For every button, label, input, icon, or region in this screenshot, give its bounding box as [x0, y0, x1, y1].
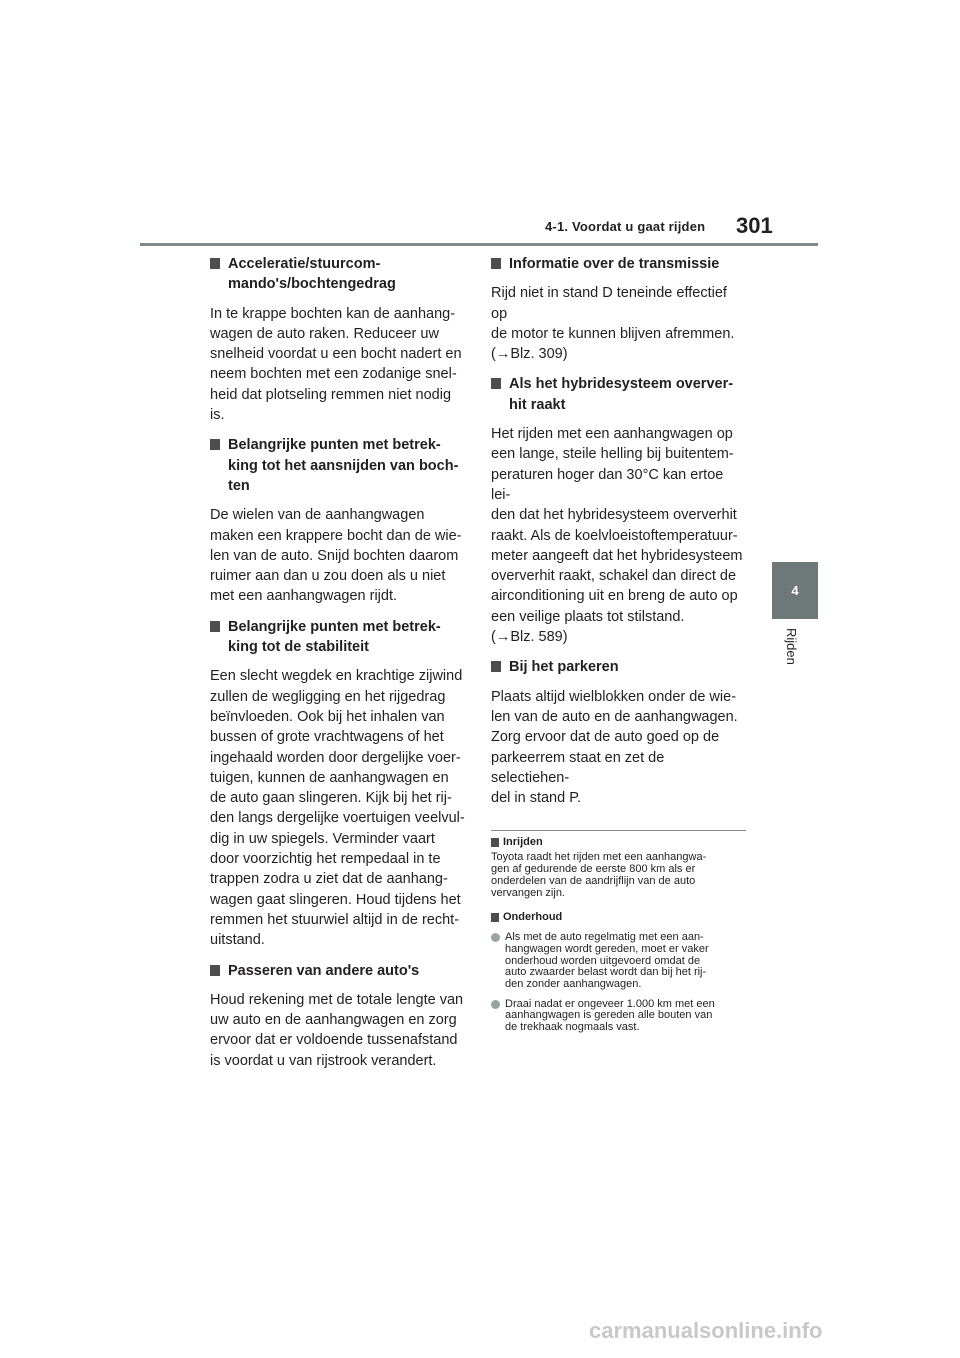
body-line: tuigen, kunnen de aanhangwagen en — [210, 769, 449, 786]
section-body — [491, 424, 746, 647]
section-heading: Als het hybridesysteem overver- hit raakt — [491, 374, 746, 415]
square-bullet-icon — [491, 838, 499, 847]
section-acceleratie — [210, 254, 465, 425]
note-line: hangwagen wordt gereden, moet er vaker — [505, 942, 709, 955]
section-body — [210, 666, 465, 950]
note-line: Als met de auto regelmatig met een aan- — [505, 931, 704, 944]
square-bullet-icon — [210, 621, 220, 632]
square-bullet-icon — [210, 439, 220, 450]
body-line: raakt. Als de koelvloeistoftemperatuur- — [491, 527, 738, 544]
square-bullet-icon — [491, 913, 499, 922]
body-line: den langs dergelijke voertuigen veelvul- — [210, 810, 465, 827]
note-heading — [491, 836, 746, 849]
body-line: del in stand P. — [491, 790, 582, 807]
body-line: den dat het hybridesysteem oververhit — [491, 507, 737, 524]
body-line: uw auto en de aanhangwagen en zorg — [210, 1012, 457, 1029]
section-oververhit — [491, 374, 746, 647]
square-bullet-icon — [491, 661, 501, 672]
section-heading-text: Informatie over de transmissie — [509, 256, 720, 272]
body-line: len van de auto. Snijd bochten daarom — [210, 547, 459, 564]
note-line: vervangen zijn. — [491, 886, 565, 899]
body-line: is. — [210, 407, 225, 424]
section-body — [491, 283, 746, 364]
section-heading: Belangrijke punten met betrek- king tot de stabiliteit — [210, 617, 465, 658]
body-line: is voordat u van rijstrook verandert. — [210, 1052, 437, 1069]
body-line: de motor te kunnen blijven afremmen. — [491, 325, 735, 342]
body-line: remmen het stuurwiel altijd in de recht- — [210, 911, 460, 928]
body-line: heid dat plotseling remmen niet nodig — [210, 386, 452, 403]
section-body — [210, 990, 465, 1071]
circle-bullet-icon — [491, 933, 500, 942]
body-line: Zorg ervoor dat de auto goed op de — [491, 729, 720, 746]
section-body — [210, 304, 465, 426]
header-section-title: 4-1. Voordat u gaat rijden — [545, 219, 706, 234]
section-heading: Acceleratie/stuurcom- mando's/bochtengedrag — [210, 254, 465, 295]
note-bullet — [491, 999, 746, 1034]
section-stabiliteit — [210, 617, 465, 951]
note-line: Toyota raadt het rijden met een aanhangwa- — [491, 851, 707, 864]
body-line: bussen of grote vrachtwagens of het — [210, 729, 444, 746]
section-heading — [210, 961, 465, 981]
page-number: 301 — [736, 213, 773, 238]
note-line: den zonder aanhangwagen. — [505, 978, 642, 991]
body-line: maken een krappere bocht dan de wie- — [210, 527, 462, 544]
page-reference: (→Blz. 589) — [491, 629, 568, 646]
note-line: de trekhaak nogmaals vast. — [505, 1021, 640, 1034]
chapter-tab: 4 — [772, 562, 818, 619]
note-line: onderdelen van de aandrijflijn van de auto — [491, 874, 696, 887]
square-bullet-icon — [491, 258, 501, 269]
body-line: uitstand. — [210, 932, 265, 949]
body-line: De wielen van de aanhangwagen — [210, 507, 425, 524]
body-line: dig in uw spiegels. Verminder vaart — [210, 830, 435, 847]
body-line: een lange, steile helling bij buitentem- — [491, 446, 734, 463]
body-line: airconditioning uit en breng de auto op — [491, 588, 738, 605]
note-heading — [491, 911, 746, 924]
body-line: len van de auto en de aanhangwagen. — [491, 708, 738, 725]
body-line: wagen de auto raken. Reduceer uw — [210, 325, 439, 342]
body-line: Plaats altijd wielblokken onder de wie- — [491, 688, 737, 705]
body-line: ervoor dat er voldoende tussenafstand — [210, 1032, 458, 1049]
body-line: Het rijden met een aanhangwagen op — [491, 426, 733, 443]
body-line: peraturen hoger dan 30°C kan ertoe lei- — [491, 466, 724, 503]
note-heading-text: Inrijden — [503, 836, 543, 849]
section-passeren — [210, 961, 465, 1071]
body-line: de auto gaan slingeren. Kijk bij het rij- — [210, 790, 452, 807]
section-parkeren — [491, 657, 746, 808]
square-bullet-icon — [491, 378, 501, 389]
square-bullet-icon — [210, 965, 220, 976]
section-heading — [491, 254, 746, 274]
body-line: parkeerrem staat en zet de selectiehen- — [491, 749, 665, 786]
circle-bullet-icon — [491, 1000, 500, 1009]
section-heading-text: Bij het parkeren — [509, 659, 619, 676]
body-line: beïnvloeden. Ook bij het inhalen van — [210, 708, 445, 725]
body-line: ingehaald worden door dergelijke voer- — [210, 749, 461, 766]
body-line: trappen zodra u ziet dat de aanhang- — [210, 871, 448, 888]
watermark: carmanualsonline.info — [589, 1318, 823, 1343]
body-line: zullen de wegligging en het rijgedrag — [210, 688, 446, 705]
notes-box — [491, 830, 746, 1033]
note-body — [491, 852, 746, 899]
note-line: aanhangwagen is gereden alle bouten van — [505, 1009, 713, 1022]
body-line: Rijd niet in stand D teneinde effectief op — [491, 285, 727, 322]
note-bullet — [491, 932, 746, 991]
body-line: snelheid voordat u een bocht nadert en — [210, 346, 462, 363]
body-line: Houd rekening met de totale lengte van — [210, 991, 464, 1008]
body-line: een veilige plaats tot stilstand. — [491, 608, 685, 625]
chapter-label: Rijden — [784, 628, 799, 665]
note-heading-text: Onderhoud — [503, 911, 563, 924]
note-line: gen af gedurende de eerste 800 km als er — [491, 863, 696, 876]
section-heading-text: Passeren van andere auto's — [228, 962, 420, 979]
body-line: met een aanhangwagen rijdt. — [210, 588, 398, 605]
section-heading: Belangrijke punten met betrek- king tot het aansnijden van boch- ten — [210, 435, 465, 496]
body-line: ruimer aan dan u zou doen als u niet — [210, 568, 446, 585]
body-line: oververhit raakt, schakel dan direct de — [491, 568, 737, 585]
right-column — [491, 254, 746, 1042]
section-bochten — [210, 435, 465, 606]
body-line: wagen gaat slingeren. Houd tijdens het — [210, 891, 461, 908]
note-line: auto zwaarder belast wordt dan bij het rij- — [505, 966, 707, 979]
body-line: neem bochten met een zodanige snel- — [210, 366, 457, 383]
section-body — [210, 505, 465, 606]
note-line: Draai nadat er ongeveer 1.000 km met een — [505, 997, 715, 1010]
section-transmissie — [491, 254, 746, 364]
header-rule — [140, 243, 818, 246]
body-line: door voorzichtig het rempedaal in te — [210, 851, 441, 868]
section-body — [491, 687, 746, 809]
note-line: onderhoud worden uitgevoerd omdat de — [505, 954, 701, 967]
square-bullet-icon — [210, 258, 220, 269]
page-reference: (→Blz. 309) — [491, 346, 568, 363]
body-line: Een slecht wegdek en krachtige zijwind — [210, 668, 463, 685]
section-heading — [491, 657, 746, 677]
left-column — [210, 254, 465, 1081]
body-line: meter aangeeft dat het hybridesysteem — [491, 547, 743, 564]
body-line: In te krappe bochten kan de aanhang- — [210, 305, 456, 322]
